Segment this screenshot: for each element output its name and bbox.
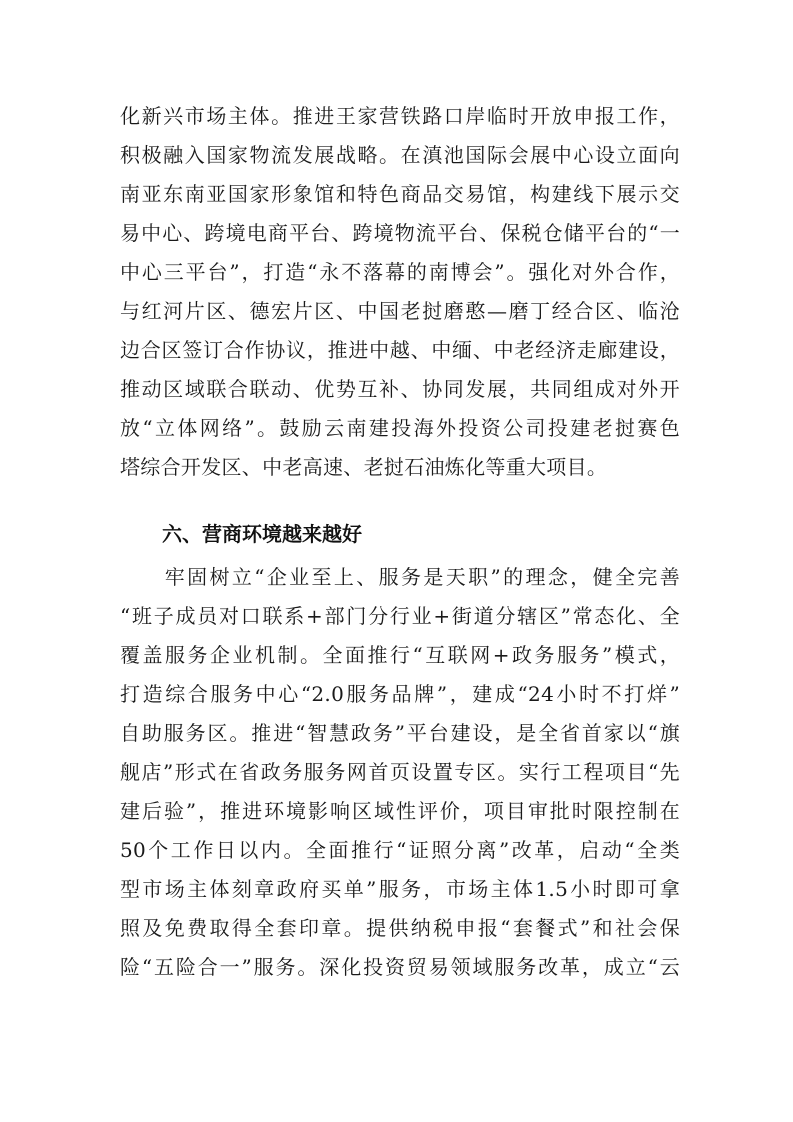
text-line: 易中心、跨境电商平台、跨境物流平台、保税仓储平台的“一	[120, 221, 680, 245]
text-line: 与红河片区、德宏片区、中国老挝磨憨—磨丁经合区、临沧	[120, 299, 680, 323]
text-line: 塔综合开发区、中老高速、老挝石油炼化等重大项目。	[120, 455, 608, 479]
text-line: 覆盖服务企业机制。全面推行“互联网+政务服务”模式，	[120, 643, 680, 667]
text-line: 50个工作日以内。全面推行“证照分离”改革，启动“全类	[120, 838, 680, 862]
text-line: 建后验”，推进环境影响区域性评价，项目审批时限控制在	[120, 799, 680, 823]
text-line: 险“五险合一”服务。深化投资贸易领域服务改革，成立“云	[120, 955, 680, 979]
text-line: 放“立体网络”。鼓励云南建投海外投资公司投建老挝赛色	[120, 416, 680, 440]
text-line: 打造综合服务中心“2.0服务品牌”，建成“24小时不打烊”	[120, 682, 680, 706]
text-line: 照及免费取得全套印章。提供纳税申报“套餐式”和社会保	[120, 916, 680, 940]
text-line: “班子成员对口联系+部门分行业+街道分辖区”常态化、全	[120, 604, 680, 628]
text-line: 型市场主体刻章政府买单”服务，市场主体1.5小时即可拿	[120, 877, 680, 901]
text-line: 推动区域联合联动、优势互补、协同发展，共同组成对外开	[120, 377, 680, 401]
text-line: 舰店”形式在省政务服务网首页设置专区。实行工程项目“先	[120, 760, 680, 784]
text-line: 边合区签订合作协议，推进中越、中缅、中老经济走廊建设，	[120, 338, 680, 362]
text-line: 中心三平台”，打造“永不落幕的南博会”。强化对外合作，	[120, 260, 680, 284]
text-line: 自助服务区。推进“智慧政务”平台建设，是全省首家以“旗	[120, 721, 680, 745]
section-heading: 六、营商环境越来越好	[162, 522, 362, 546]
text-line: 牢固树立“企业至上、服务是天职”的理念，健全完善	[120, 565, 680, 589]
text-line: 南亚东南亚国家形象馆和特色商品交易馆，构建线下展示交	[120, 182, 680, 206]
text-line: 化新兴市场主体。推进王家营铁路口岸临时开放申报工作，	[120, 104, 680, 128]
text-line: 积极融入国家物流发展战略。在滇池国际会展中心设立面向	[120, 143, 680, 167]
